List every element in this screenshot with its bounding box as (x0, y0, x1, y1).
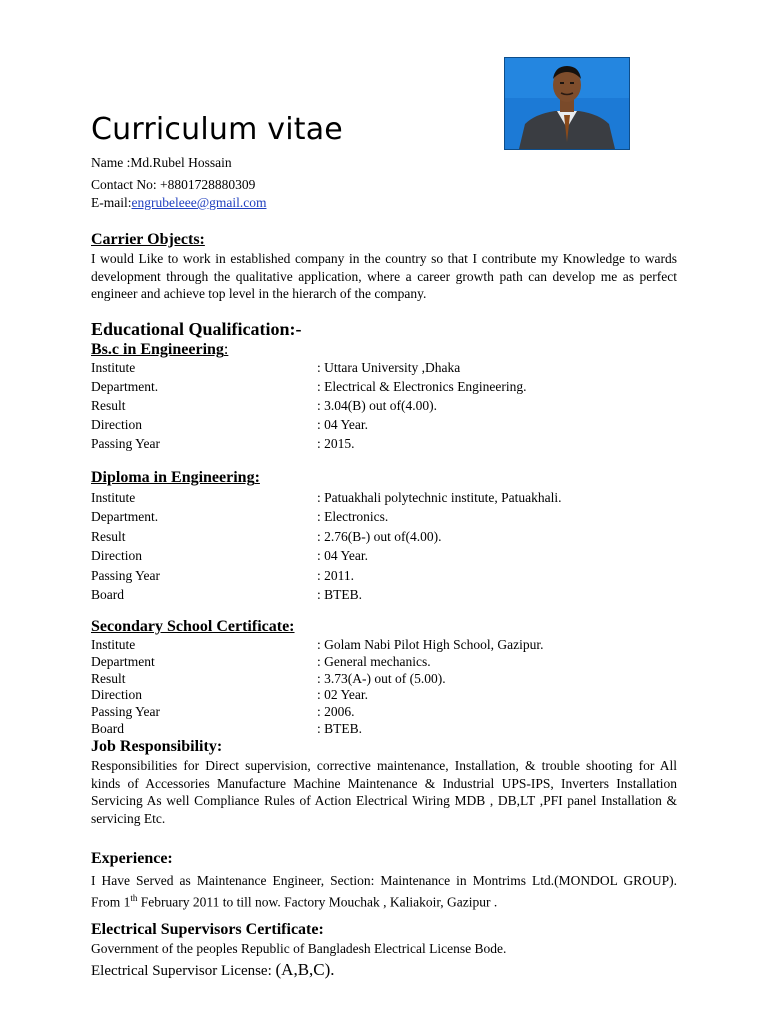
bsc-heading-text: Bs.c in Engineering (91, 341, 224, 358)
objective-heading: Carrier Objects: (91, 231, 205, 248)
diploma-row-label: Direction (91, 548, 142, 564)
education-heading: Educational Qualification:- (91, 319, 302, 339)
diploma-row-label: Department. (91, 509, 159, 525)
diploma-row-value: : Electronics. (317, 509, 389, 525)
diploma-row-label: Result (91, 528, 126, 544)
bsc-row-label: Passing Year (91, 436, 161, 451)
certificate-line-2-a: Electrical Supervisor License: (91, 963, 276, 979)
ssc-row-label: Department (91, 653, 155, 669)
bsc-row-label: Result (91, 398, 126, 413)
ssc-row-value: : 2006. (317, 704, 355, 720)
email-link[interactable]: engrubeleee@gmail.com (131, 195, 267, 210)
ssc-row-value: : 02 Year. (317, 687, 369, 703)
bsc-row-value: : Electrical & Electronics Engineering. (317, 379, 527, 394)
ssc-row-value: : General mechanics. (317, 653, 431, 669)
bsc-row-label: Direction (91, 417, 142, 432)
contact-name: Name :Md.Rubel Hossain (91, 155, 232, 170)
contact-email (91, 195, 267, 211)
email-label: E-mail: (91, 195, 132, 210)
job-heading: Job Responsibility: (91, 738, 223, 755)
diploma-row-value: : Patuakhali polytechnic institute, Patuakhali. (317, 490, 562, 505)
diploma-row-value: : 04 Year. (317, 548, 369, 564)
ssc-row-value: : Golam Nabi Pilot High School, Gazipur. (317, 637, 544, 652)
ssc-row-value: : BTEB. (317, 721, 363, 736)
ssc-heading: Secondary School Certificate: (91, 618, 295, 635)
experience-text-sup: th (130, 892, 138, 903)
diploma-row-label: Board (91, 587, 124, 602)
certificate-license-classes: (A,B,C). (275, 960, 335, 979)
certificate-line-2 (91, 960, 335, 980)
diploma-heading-colon: : (254, 469, 260, 486)
certificate-heading: Electrical Supervisors Certificate: (91, 921, 324, 938)
certificate-line-1: Government of the peoples Republic of Bangladesh Electrical License Bode. (91, 941, 507, 956)
diploma-row-value: : BTEB. (317, 587, 363, 602)
ssc-row-label: Institute (91, 637, 136, 652)
objective-text: I would Like to work in established company in the country so that I contribute my Knowledge to wards development through the qualitative application, where a career growth path can develop me as perfect engineer and achieve top level in the hierarch of the company. (91, 251, 677, 301)
ssc-row-value: : 3.73(A-) out of (5.00). (317, 670, 446, 686)
bsc-row-value: : 2015. (317, 436, 355, 451)
diploma-heading (91, 469, 260, 487)
contact-phone: Contact No: +8801728880309 (91, 177, 256, 192)
diploma-row-value: : 2.76(B-) out of(4.00). (317, 528, 442, 544)
bsc-row-label: Institute (91, 360, 136, 375)
diploma-row-label: Institute (91, 490, 136, 505)
person-photo-icon (504, 57, 630, 150)
diploma-row-label: Passing Year (91, 567, 161, 583)
experience-text-a: I Have Served as Maintenance Engineer, Section: Maintenance in Montrims Ltd.(MONDOL GROUP). From 1 (91, 873, 677, 909)
ssc-row-label: Result (91, 670, 126, 686)
bsc-row-value: : Uttara University ,Dhaka (317, 360, 461, 375)
diploma-row-value: : 2011. (317, 567, 354, 583)
ssc-row-label: Direction (91, 687, 142, 703)
experience-heading: Experience: (91, 850, 173, 867)
experience-text (91, 872, 677, 911)
ssc-row-label: Passing Year (91, 704, 161, 720)
bsc-heading (91, 341, 228, 359)
job-text: Responsibilities for Direct supervision, corrective maintenance, Installation, & trouble shooting for All kinds of Accessories Manufacture Machine Maintenance & Industrial UPS-IPS, Inverters Installation Servicing As well Compliance Rules of Action Electrical Wiring MDB , DB,LT ,PFI panel Installation & servicing Etc. (91, 758, 677, 826)
diploma-heading-text: Diploma in Engineering (91, 469, 255, 486)
experience-text-b: February 2011 to till now. Factory Mouchak , Kaliakoir, Gazipur . (137, 894, 498, 909)
bsc-row-value: : 04 Year. (317, 417, 369, 432)
bsc-heading-colon: : (223, 341, 229, 358)
ssc-row-label: Board (91, 721, 124, 736)
bsc-row-label: Department. (91, 379, 159, 394)
bsc-row-value: : 3.04(B) out of(4.00). (317, 398, 437, 413)
cv-title: Curriculum vitae (91, 112, 343, 147)
